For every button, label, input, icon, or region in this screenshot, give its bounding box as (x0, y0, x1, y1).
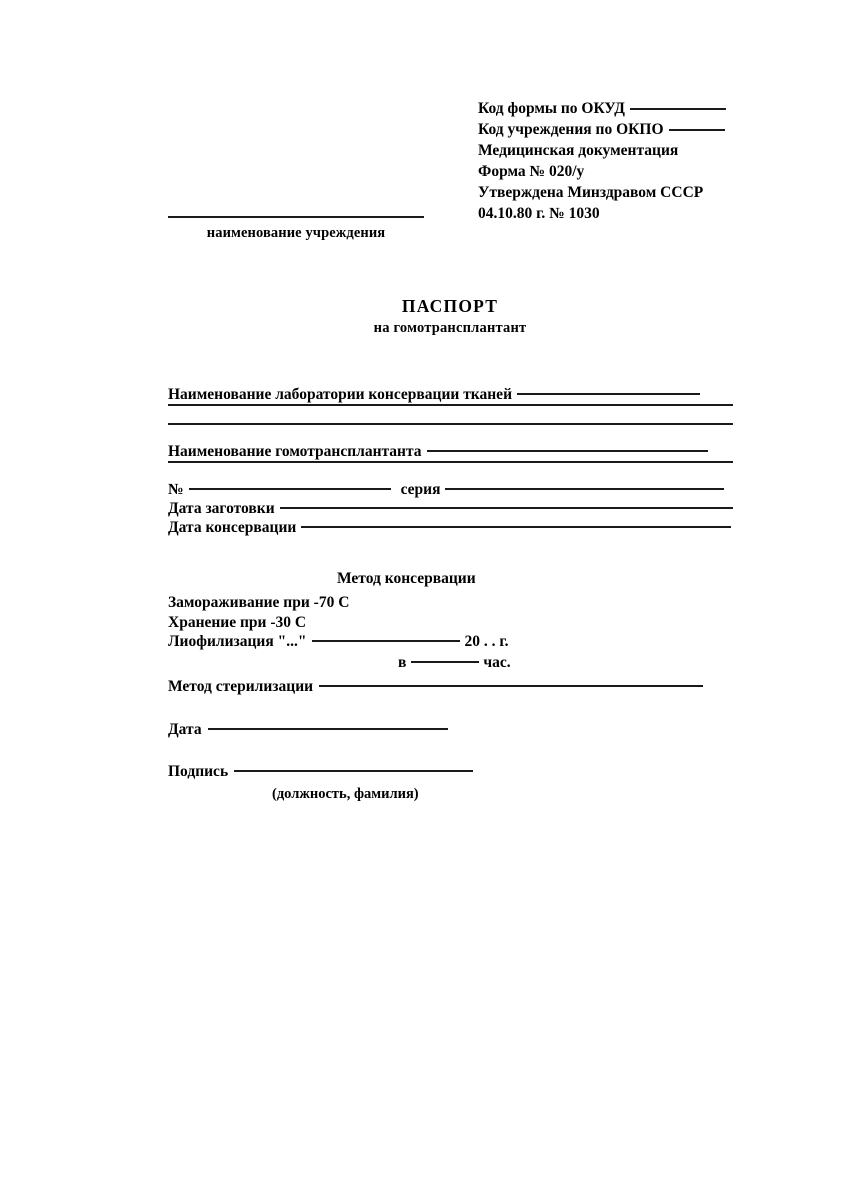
lyophilization-date-blank[interactable] (312, 640, 460, 642)
homotransplant-field-row (168, 442, 733, 461)
signature-field-label: Подпись (168, 763, 229, 780)
okpo-code-row (478, 119, 768, 140)
sterilization-field-label: Метод стерилизации (168, 678, 314, 695)
signature-date-field-label: Дата (168, 721, 202, 738)
hours-blank[interactable] (411, 661, 479, 663)
series-field-blank[interactable] (445, 488, 724, 490)
okpo-code-label: Код учреждения по ОКПО (478, 121, 664, 138)
laboratory-field-blank[interactable] (517, 393, 700, 395)
laboratory-field-label: Наименование лаборатории консервации тканей (168, 386, 512, 403)
freezing-option-label: Замораживание при -70 С (168, 594, 350, 611)
lyophilization-option-label: Лиофилизация "..." (168, 633, 307, 650)
harvest-date-field-blank[interactable] (280, 507, 733, 509)
preservation-method-list (168, 593, 509, 652)
document-title-block (0, 296, 849, 337)
number-series-field-row (168, 480, 733, 499)
signature-field-blank[interactable] (234, 770, 473, 772)
signature-field-row (168, 763, 473, 780)
homotransplant-field-label: Наименование гомотрансплантанта (168, 443, 422, 460)
harvest-date-field-row (168, 499, 733, 518)
number-field-blank[interactable] (189, 488, 391, 490)
preservation-date-field-label: Дата консервации (168, 519, 297, 536)
signature-block (168, 763, 473, 803)
number-field-label: № (168, 481, 184, 498)
homotransplant-continuation-row (168, 461, 733, 480)
page-title: ПАСПОРТ (401, 296, 499, 316)
form-fields-block (168, 385, 733, 537)
approval-date-label: 04.10.80 г. № 1030 (478, 205, 600, 222)
preservation-date-field-blank[interactable] (301, 526, 731, 528)
lyophilization-year-suffix: 20 . . г. (464, 633, 509, 650)
preservation-date-field-row (168, 518, 733, 537)
laboratory-continuation-row-1 (168, 404, 733, 423)
laboratory-continuation-blank-1[interactable] (168, 404, 733, 406)
signature-date-field-blank[interactable] (208, 728, 448, 730)
signature-caption: (должность, фамилия) (272, 786, 419, 802)
laboratory-field-row (168, 385, 733, 404)
harvest-date-field-label: Дата заготовки (168, 500, 275, 517)
laboratory-continuation-row-2 (168, 423, 733, 442)
page-subtitle: на гомотрансплантант (373, 320, 527, 336)
series-field-label: серия (400, 481, 441, 498)
hours-unit-label: час. (483, 654, 511, 671)
sterilization-field-row (168, 678, 703, 696)
form-identification (478, 140, 768, 224)
sterilization-field-blank[interactable] (319, 685, 703, 687)
form-header-block (478, 98, 768, 224)
okpo-code-blank[interactable] (669, 129, 725, 131)
signature-date-field-row (168, 721, 448, 739)
homotransplant-continuation-blank[interactable] (168, 461, 733, 463)
okud-code-label: Код формы по ОКУД (478, 100, 625, 117)
hours-prefix-label: в (398, 654, 407, 671)
homotransplant-field-blank[interactable] (427, 450, 708, 452)
okud-code-row (478, 98, 768, 119)
form-number-label: Форма № 020/у (478, 163, 585, 180)
institution-name-block (168, 216, 468, 242)
lyophilization-option-row (168, 632, 509, 652)
medical-documentation-label: Медицинская документация (478, 142, 679, 159)
institution-name-caption: наименование учреждения (206, 225, 386, 241)
approved-by-label: Утверждена Минздравом СССР (478, 184, 704, 201)
storage-option-label: Хранение при -30 С (168, 613, 307, 631)
laboratory-continuation-blank-2[interactable] (168, 423, 733, 425)
okud-code-blank[interactable] (630, 108, 726, 110)
lyophilization-hours-row (398, 654, 511, 672)
preservation-method-heading: Метод консервации (337, 570, 476, 587)
